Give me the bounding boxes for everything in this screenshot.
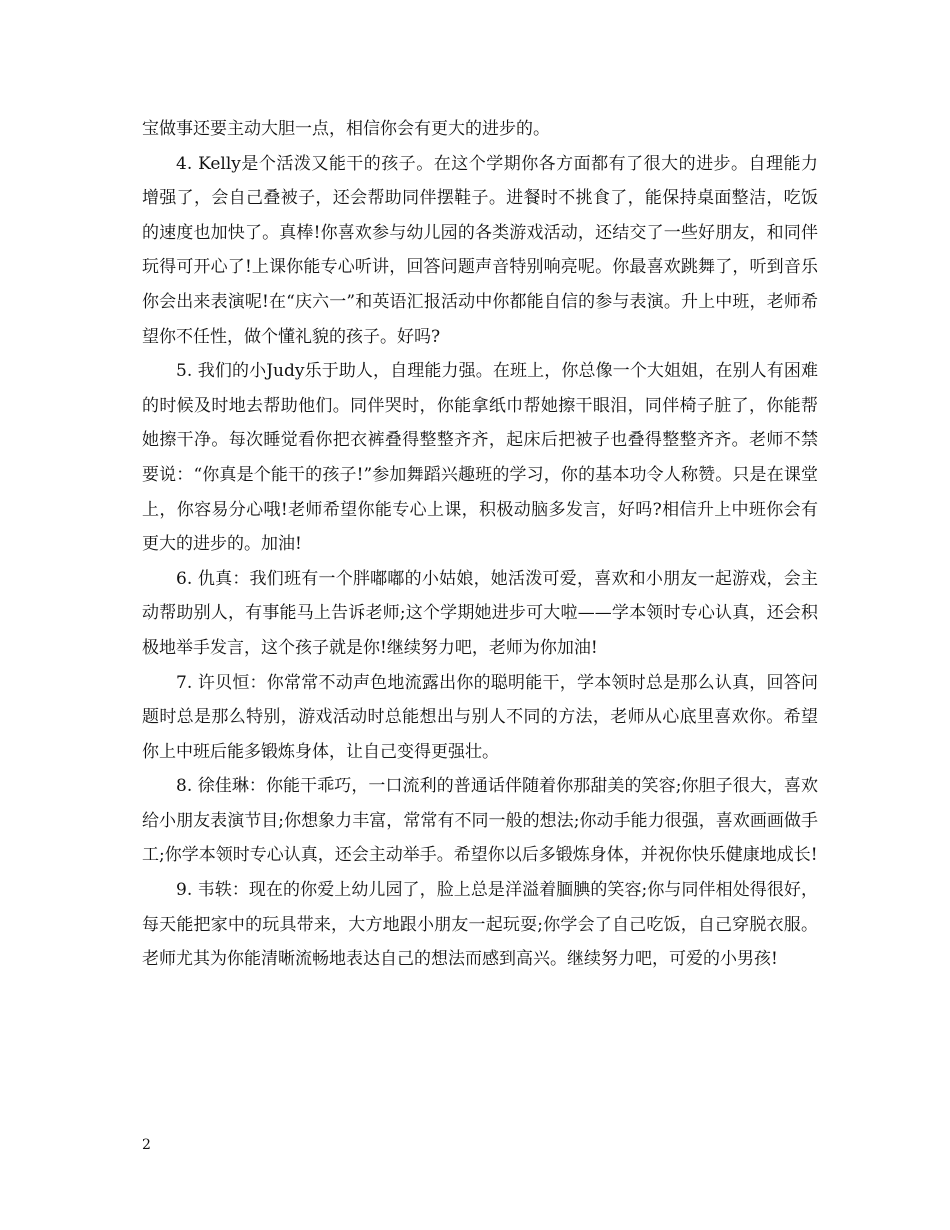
paragraph-comment-6: 6. 仇真：我们班有一个胖嘟嘟的小姑娘，她活泼可爱，喜欢和小朋友一起游戏，会主动帮助别人，有事能马上告诉老师;这个学期她进步可大啦——学本领时专心认真，还会积极地举手发言，这个孩子就是你!继续努力吧，老师为你加油! bbox=[142, 568, 818, 658]
paragraph-comment-5: 5. 我们的小Judy乐于助人，自理能力强。在班上，你总像一个大姐姐，在别人有困难的时候及时地去帮助他们。同伴哭时，你能拿纸巾帮她擦干眼泪，同伴椅子脏了，你能帮她擦干净。每次睡觉看你把衣裤叠得整整齐齐，起床后把被子也叠得整整齐齐。老师不禁要说：“你真是个能干的孩子!”参加舞蹈兴趣班的学习，你的基本功令人称赞。只是在课堂上，你容易分心哦!老师希望你能专心上课，积极动脑多发言，好吗?相信升上中班你会有更大的进步的。加油! bbox=[142, 361, 818, 555]
paragraph-continuation: 宝做事还要主动大胆一点，相信你会有更大的进步的。 bbox=[142, 119, 550, 139]
document-body bbox=[142, 112, 818, 977]
paragraph-comment-4: 4. Kelly是个活泼又能干的孩子。在这个学期你各方面都有了很大的进步。自理能力增强了，会自己叠被子，还会帮助同伴摆鞋子。进餐时不挑食了，能保持桌面整洁，吃饭的速度也加快了。真棒!你喜欢参与幼儿园的各类游戏活动，还结交了一些好朋友，和同伴玩得可开心了!上课你能专心听讲，回答问题声音特别响亮呢。你最喜欢跳舞了，听到音乐你会出来表演呢!在“庆六一”和英语汇报活动中你都能自信的参与表演。升上中班，老师希望你不任性，做个懂礼貌的孩子。好吗? bbox=[142, 153, 818, 347]
paragraph-comment-8: 8. 徐佳琳：你能干乖巧，一口流利的普通话伴随着你那甜美的笑容;你胆子很大，喜欢给小朋友表演节目;你想象力丰富，常常有不同一般的想法;你动手能力很强，喜欢画画做手工;你学本领时专心认真，还会主动举手。希望你以后多锻炼身体，并祝你快乐健康地成长! bbox=[142, 776, 818, 866]
page-number: 2 bbox=[142, 1137, 151, 1153]
paragraph-comment-7: 7. 许贝恒：你常常不动声色地流露出你的聪明能干，学本领时总是那么认真，回答问题时总是那么特别，游戏活动时总能想出与别人不同的方法，老师从心底里喜欢你。希望你上中班后能多锻炼身体，让自己变得更强壮。 bbox=[142, 672, 818, 762]
paragraph-comment-9: 9. 韦轶：现在的你爱上幼儿园了，脸上总是洋溢着腼腆的笑容;你与同伴相处得很好，每天能把家中的玩具带来，大方地跟小朋友一起玩耍;你学会了自己吃饭，自己穿脱衣服。老师尤其为你能清晰流畅地表达自己的想法而感到高兴。继续努力吧，可爱的小男孩! bbox=[142, 880, 818, 970]
